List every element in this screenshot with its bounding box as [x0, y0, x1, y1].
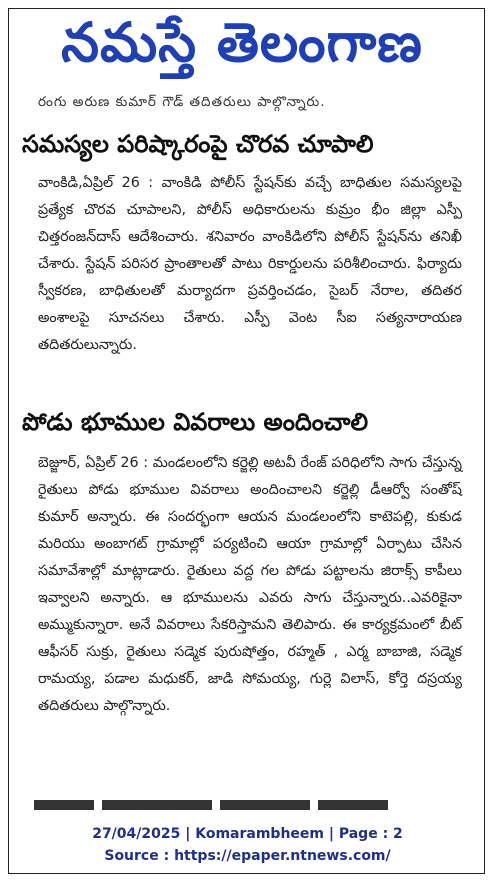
newspaper-masthead: [22, 8, 462, 90]
article-body: బెజ్జూర్, ఏప్రిల్ 26 : మండలంలోని కర్జెల్లి అటవీ రేంజ్ పరిధిలోని సాగు చేస్తున్న రైతులు పోడు భూముల వివరాలు అందించాలని కర్జెల్లి డీఆర్వో సంతోష్ కుమార్ అన్నారు. ఈ సందర్భంగా ఆయన మండలంలోని కాటెపల్లి, కుకుడ మరియు అంబాగట్ గ్రామాల్లో పర్యటించి ఆయా గ్రామాల్లో ఏర్పాటు చేసిన సమావేశాల్లో మాట్లాడారు. రైతులు వద్ద గల పోడు పట్టాలను జిరాక్స్ కాపీలు ఇవ్వాలని అన్నారు. ఆ భూములను ఎవరు సాగు చేస్తున్నారు..ఎవరికైనా అమ్ముకున్నారా. అనే వివరాలు సేకరిస్తామని తెలిపారు. ఈ కార్యక్రమంలో బీట్ ఆఫీసర్ సుక్రు, రైతులు సడ్మెక పురుషోత్తం, రహ్మత్ , ఎర్మ బాబాజి, సడ్మెక రామయ్య, పడాల మధుకర్, జాడి సోమయ్య, గుర్లె విలాస్, కోర్తె దస్రయ్య తదితరులు పాల్గొన్నారు.: [38, 455, 462, 714]
masthead-title: నమస్తే తెలంగాణ: [61, 10, 423, 74]
footer-date-edition: 27/04/2025 | Komarambheem | Page : 2: [92, 826, 403, 842]
cropped-next-headline: [34, 796, 404, 810]
footer-source: Source : https://epaper.ntnews.com/: [104, 848, 391, 864]
article-body: వాంకిడి,ఏప్రిల్ 26 : వాంకిడి పోలీస్ స్టేషన్‌కు వచ్చే బాధితుల సమస్యలపై ప్రత్యేక చొరవ చూపాలని, పోలీస్ అధికారులను కుమ్రం భీం జిల్లా ఎస్పీ చిత్తరంజన్‌దాస్ ఆదేశించారు. శనివారం వాంకిడిలోని పోలీస్ స్టేషన్‌ను తనిఖీ చేశారు. స్టేషన్ పరిసర ప్రాంతాలతో పాటు రికార్డులను పరిశీలించారు. ఫిర్యాదు స్వీకరణ, బాధితులతో మర్యాదగా ప్రవర్తించడం, సైబర్ నేరాల, తదితర అంశాలపై సూచనలు చేశారు. ఎస్పీ వెంట సీఐ సత్యనారాయణ తదితరులున్నారు.: [38, 175, 462, 353]
previous-article-tail: రంగు అరుణ కుమార్ గౌడ్ తదితరులు పాల్గొన్నారు.: [38, 94, 326, 110]
article-headline: పోడు భూముల వివరాలు అందించాలి: [22, 408, 369, 436]
article-headline: సమస్యల పరిష్కారంపై చొరవ చూపాలి: [22, 130, 374, 158]
